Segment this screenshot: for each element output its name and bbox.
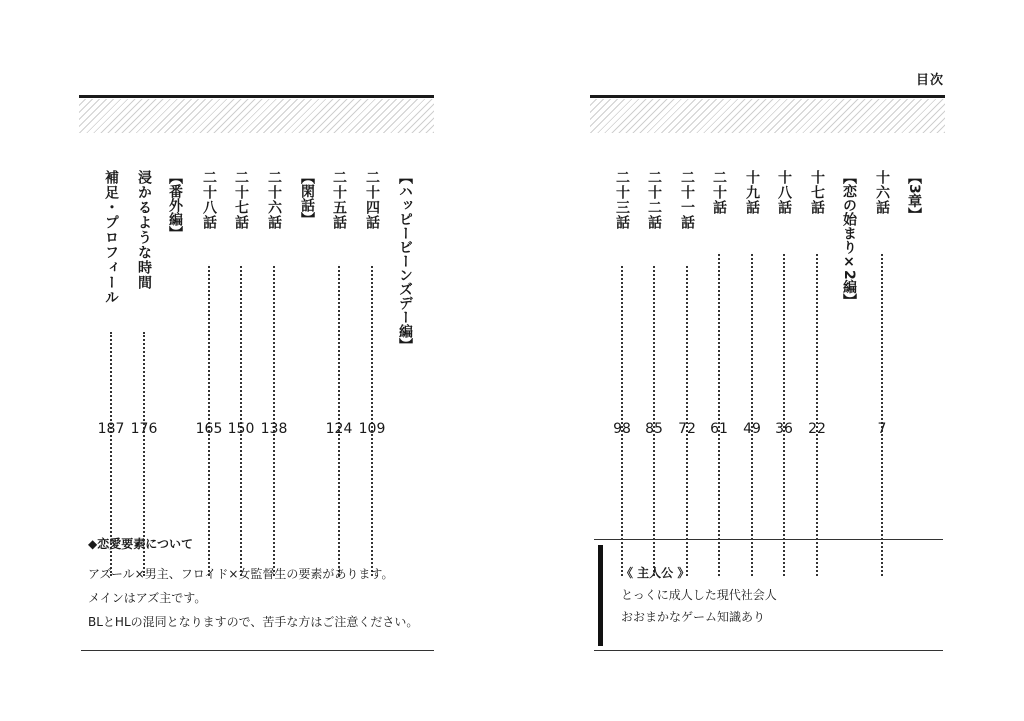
chapter-title: 補足・プロフィール (103, 170, 119, 305)
chapter-title: 二十七話 (233, 170, 249, 230)
note-line: メインはアズ主です。 (88, 591, 207, 605)
toc-heading (903, 170, 925, 222)
romance-note (88, 536, 438, 630)
page-number: 109 (358, 421, 386, 437)
toc-heading (296, 170, 318, 226)
page-number: 61 (710, 421, 728, 437)
chapter-title: 二十話 (711, 170, 727, 215)
heading-text: 【番外編】 (167, 170, 183, 240)
right-note-rule-bottom (594, 650, 943, 651)
left-note-rule (81, 650, 434, 651)
page-number: 98 (613, 421, 631, 437)
page-number: 165 (195, 421, 223, 437)
page-number: 85 (645, 421, 663, 437)
page-number: 36 (775, 421, 793, 437)
chapter-title: 二十三話 (614, 170, 630, 230)
toc-entry (133, 170, 155, 290)
note-line: とっくに成人した現代社会人 (621, 588, 777, 602)
toc-entry (263, 170, 285, 230)
page-number: 138 (260, 421, 288, 437)
heading-text: 【恋の始まり×2編】 (841, 170, 857, 308)
leader-dots (783, 254, 785, 576)
chapter-title: 二十六話 (266, 170, 282, 230)
right-header-bar (590, 95, 945, 98)
toc-entry (741, 170, 763, 215)
page-number: 187 (97, 421, 125, 437)
page-number: 7 (877, 421, 887, 437)
note-line: アズール×男主、フロイド×女監督生の要素があります。 (88, 567, 394, 581)
chapter-title: 二十五話 (331, 170, 347, 230)
toc-entry (643, 170, 665, 230)
page-number: 150 (227, 421, 255, 437)
toc-entry (328, 170, 350, 230)
page-number: 49 (743, 421, 761, 437)
toc-entry (230, 170, 252, 230)
chapter-title: 十七話 (809, 170, 825, 215)
heading-text: 【ハッピービーンズデー編】 (397, 170, 413, 352)
toc-entry (871, 170, 893, 215)
chapter-title: 二十一話 (679, 170, 695, 230)
heading-text: 【閑話】 (299, 170, 315, 226)
toc-heading (164, 170, 186, 240)
left-header-bar (79, 95, 434, 98)
chapter-title: 二十八話 (201, 170, 217, 230)
toc-entry (708, 170, 730, 215)
leader-dots (751, 254, 753, 576)
chapter-title: 浸かるような時間 (136, 170, 152, 290)
page-number: 22 (808, 421, 826, 437)
left-header-hatch (79, 99, 434, 133)
chapter-title: 二十四話 (364, 170, 380, 230)
chapter-title: 十九話 (744, 170, 760, 215)
page-number: 72 (678, 421, 696, 437)
page-number: 176 (130, 421, 158, 437)
right-header-hatch (590, 99, 945, 133)
note-accent-bar (598, 545, 603, 646)
chapter-title: 二十二話 (646, 170, 662, 230)
chapter-title: 十六話 (874, 170, 890, 215)
leader-dots (718, 254, 720, 576)
leader-dots (881, 254, 883, 576)
protagonist-note (621, 565, 921, 625)
note-line: BLとHLの混同となりますので、苦手な方はご注意ください。 (88, 615, 419, 629)
note-title: 《 主人公 》 (621, 566, 690, 580)
toc-entry (806, 170, 828, 215)
toc-entry (773, 170, 795, 215)
toc-entry (100, 170, 122, 305)
toc-entry (676, 170, 698, 230)
leader-dots (816, 254, 818, 576)
note-line: おおまかなゲーム知識あり (621, 610, 766, 624)
toc-heading (394, 170, 416, 352)
note-title: ◆恋愛要素について (88, 537, 193, 551)
toc-entry (611, 170, 633, 230)
toc-entry (361, 170, 383, 230)
heading-text: 【3章】 (906, 170, 922, 222)
toc-entry (198, 170, 220, 230)
toc-heading (838, 170, 860, 308)
chapter-title: 十八話 (776, 170, 792, 215)
right-note-rule-top (594, 539, 943, 540)
page-number: 124 (325, 421, 353, 437)
toc-title: 目次 (915, 73, 944, 88)
